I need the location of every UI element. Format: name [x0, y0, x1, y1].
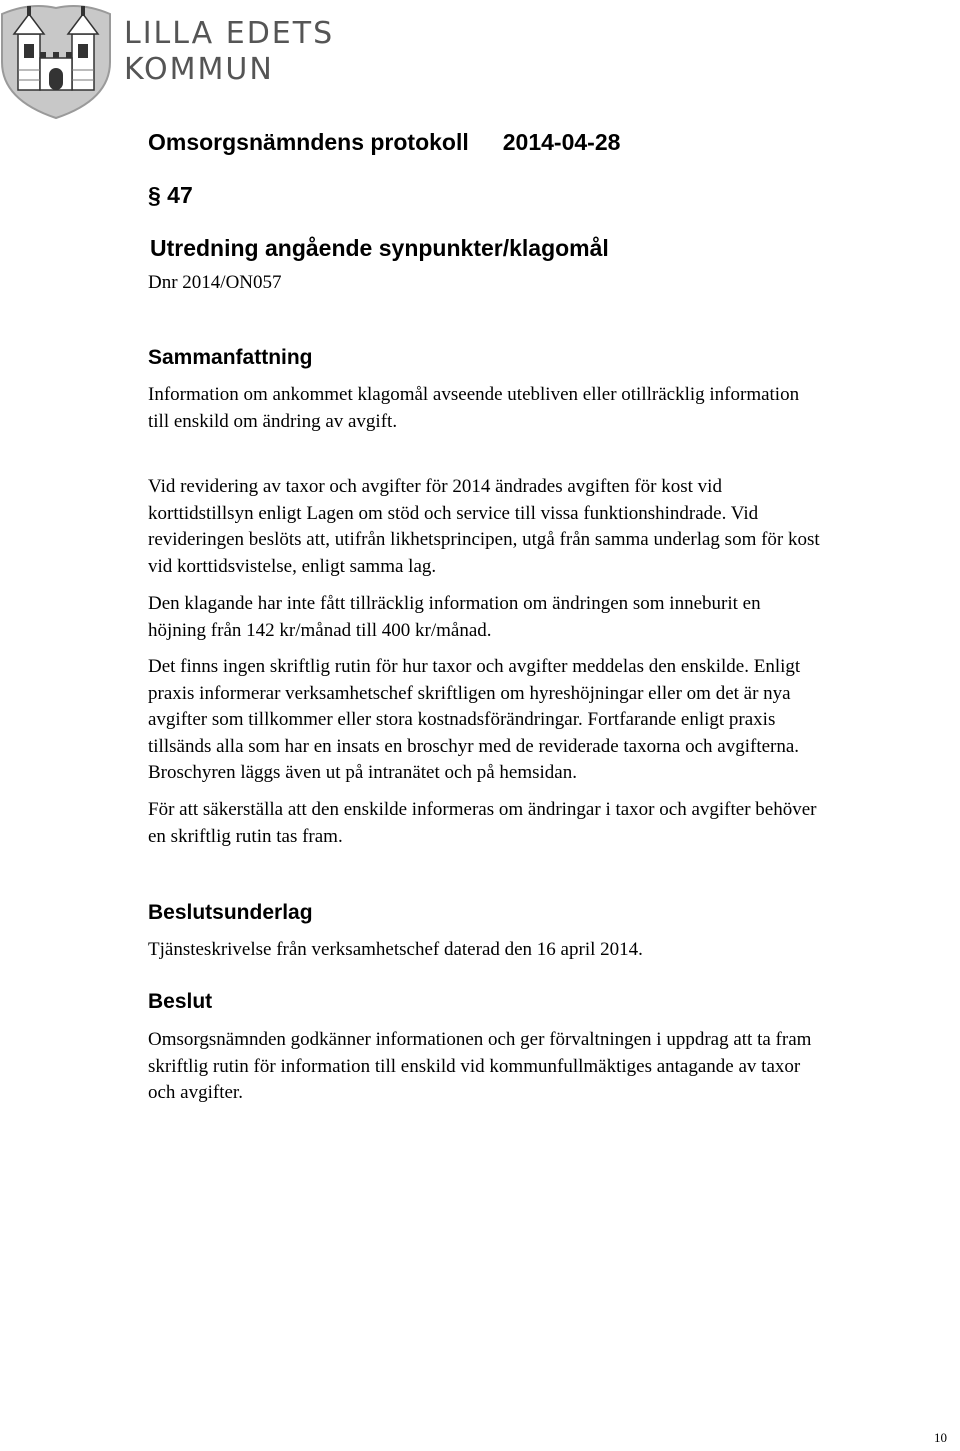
text-line: Omsorgsnämnden godkänner informationen och ger förvaltningen i uppdrag att ta fram: [148, 1029, 812, 1050]
text-line: Information om ankommet klagomål avseende utebliven eller otillräcklig information: [148, 384, 800, 405]
text-line: Vid revidering av taxor och avgifter för 2014 ändrades avgiften för kost vid: [148, 476, 722, 497]
beslut-text: [148, 1027, 960, 1107]
subject-heading: Utredning angående synpunkter/klagomål: [150, 235, 609, 261]
text-line: Broschyren läggs även ut på intranätet och på hemsidan.: [148, 762, 577, 783]
text-line: en skriftlig rutin tas fram.: [148, 825, 343, 847]
protocol-title-row: [148, 128, 620, 156]
municipal-coat-of-arms-icon: [0, 0, 112, 120]
text-line: korttidstillsyn enligt Lagen om stöd och service till vissa funktionshindrade. Vid: [148, 502, 759, 524]
protocol-date: 2014-04-28: [502, 129, 621, 155]
heading-beslutsunderlag: Beslutsunderlag: [148, 901, 313, 924]
text-line: För att säkerställa att den enskilde informeras om ändringar i taxor och avgifter behöver: [148, 799, 817, 820]
paragraph-3: [148, 591, 960, 644]
text-line: skriftlig rutin för information till enskild vid kommunfullmäktiges antagande av taxor: [148, 1055, 801, 1077]
heading-beslut: Beslut: [148, 990, 213, 1013]
text-line: revideringen beslöts att, utifrån likhetsprincipen, utgå från samma underlag som för kost: [148, 529, 820, 550]
text-line: och avgifter.: [148, 1082, 243, 1103]
text-line: vid korttidsvistelse, enligt samma lag.: [148, 555, 437, 577]
brand-line-1: LILLA EDETS: [124, 16, 335, 51]
text-line: Den klagande har inte fått tillräcklig information om ändringen som inneburit en: [148, 593, 761, 614]
paragraph-1: [148, 382, 960, 435]
municipality-wordmark: [124, 16, 334, 88]
paragraph-5: [148, 797, 960, 850]
heading-sammanfattning: Sammanfattning: [148, 346, 313, 369]
text-line: tillsänds alla som har en insats en broschyr med de reviderade taxorna och avgifterna.: [148, 735, 800, 757]
brand-line-2: KOMMUN: [124, 52, 274, 87]
beslutsunderlag-text: [148, 937, 960, 964]
section-number: § 47: [148, 182, 193, 208]
text-line: höjning från 142 kr/månad till 400 kr/månad.: [148, 619, 492, 641]
text-line: Det finns ingen skriftlig rutin för hur taxor och avgifter meddelas den enskilde. Enligt: [148, 656, 801, 677]
text-line: Tjänsteskrivelse från verksamhetschef daterad den 16 april 2014.: [148, 939, 643, 960]
paragraph-2: [148, 474, 960, 580]
text-line: till enskild om ändring av avgift.: [148, 410, 398, 432]
text-line: praxis informerar verksamhetschef skriftligen om hyreshöjningar eller om det är nya: [148, 682, 791, 704]
paragraph-4: [148, 654, 960, 787]
text-line: avgifter som tillkommer eller stora kostnadsförändringar. Fortfarande enligt praxis: [148, 709, 776, 730]
diary-number: Dnr 2014/ON057: [148, 272, 282, 293]
protocol-title: Omsorgsnämndens protokoll: [148, 129, 469, 155]
page-number: 10: [934, 1430, 947, 1445]
